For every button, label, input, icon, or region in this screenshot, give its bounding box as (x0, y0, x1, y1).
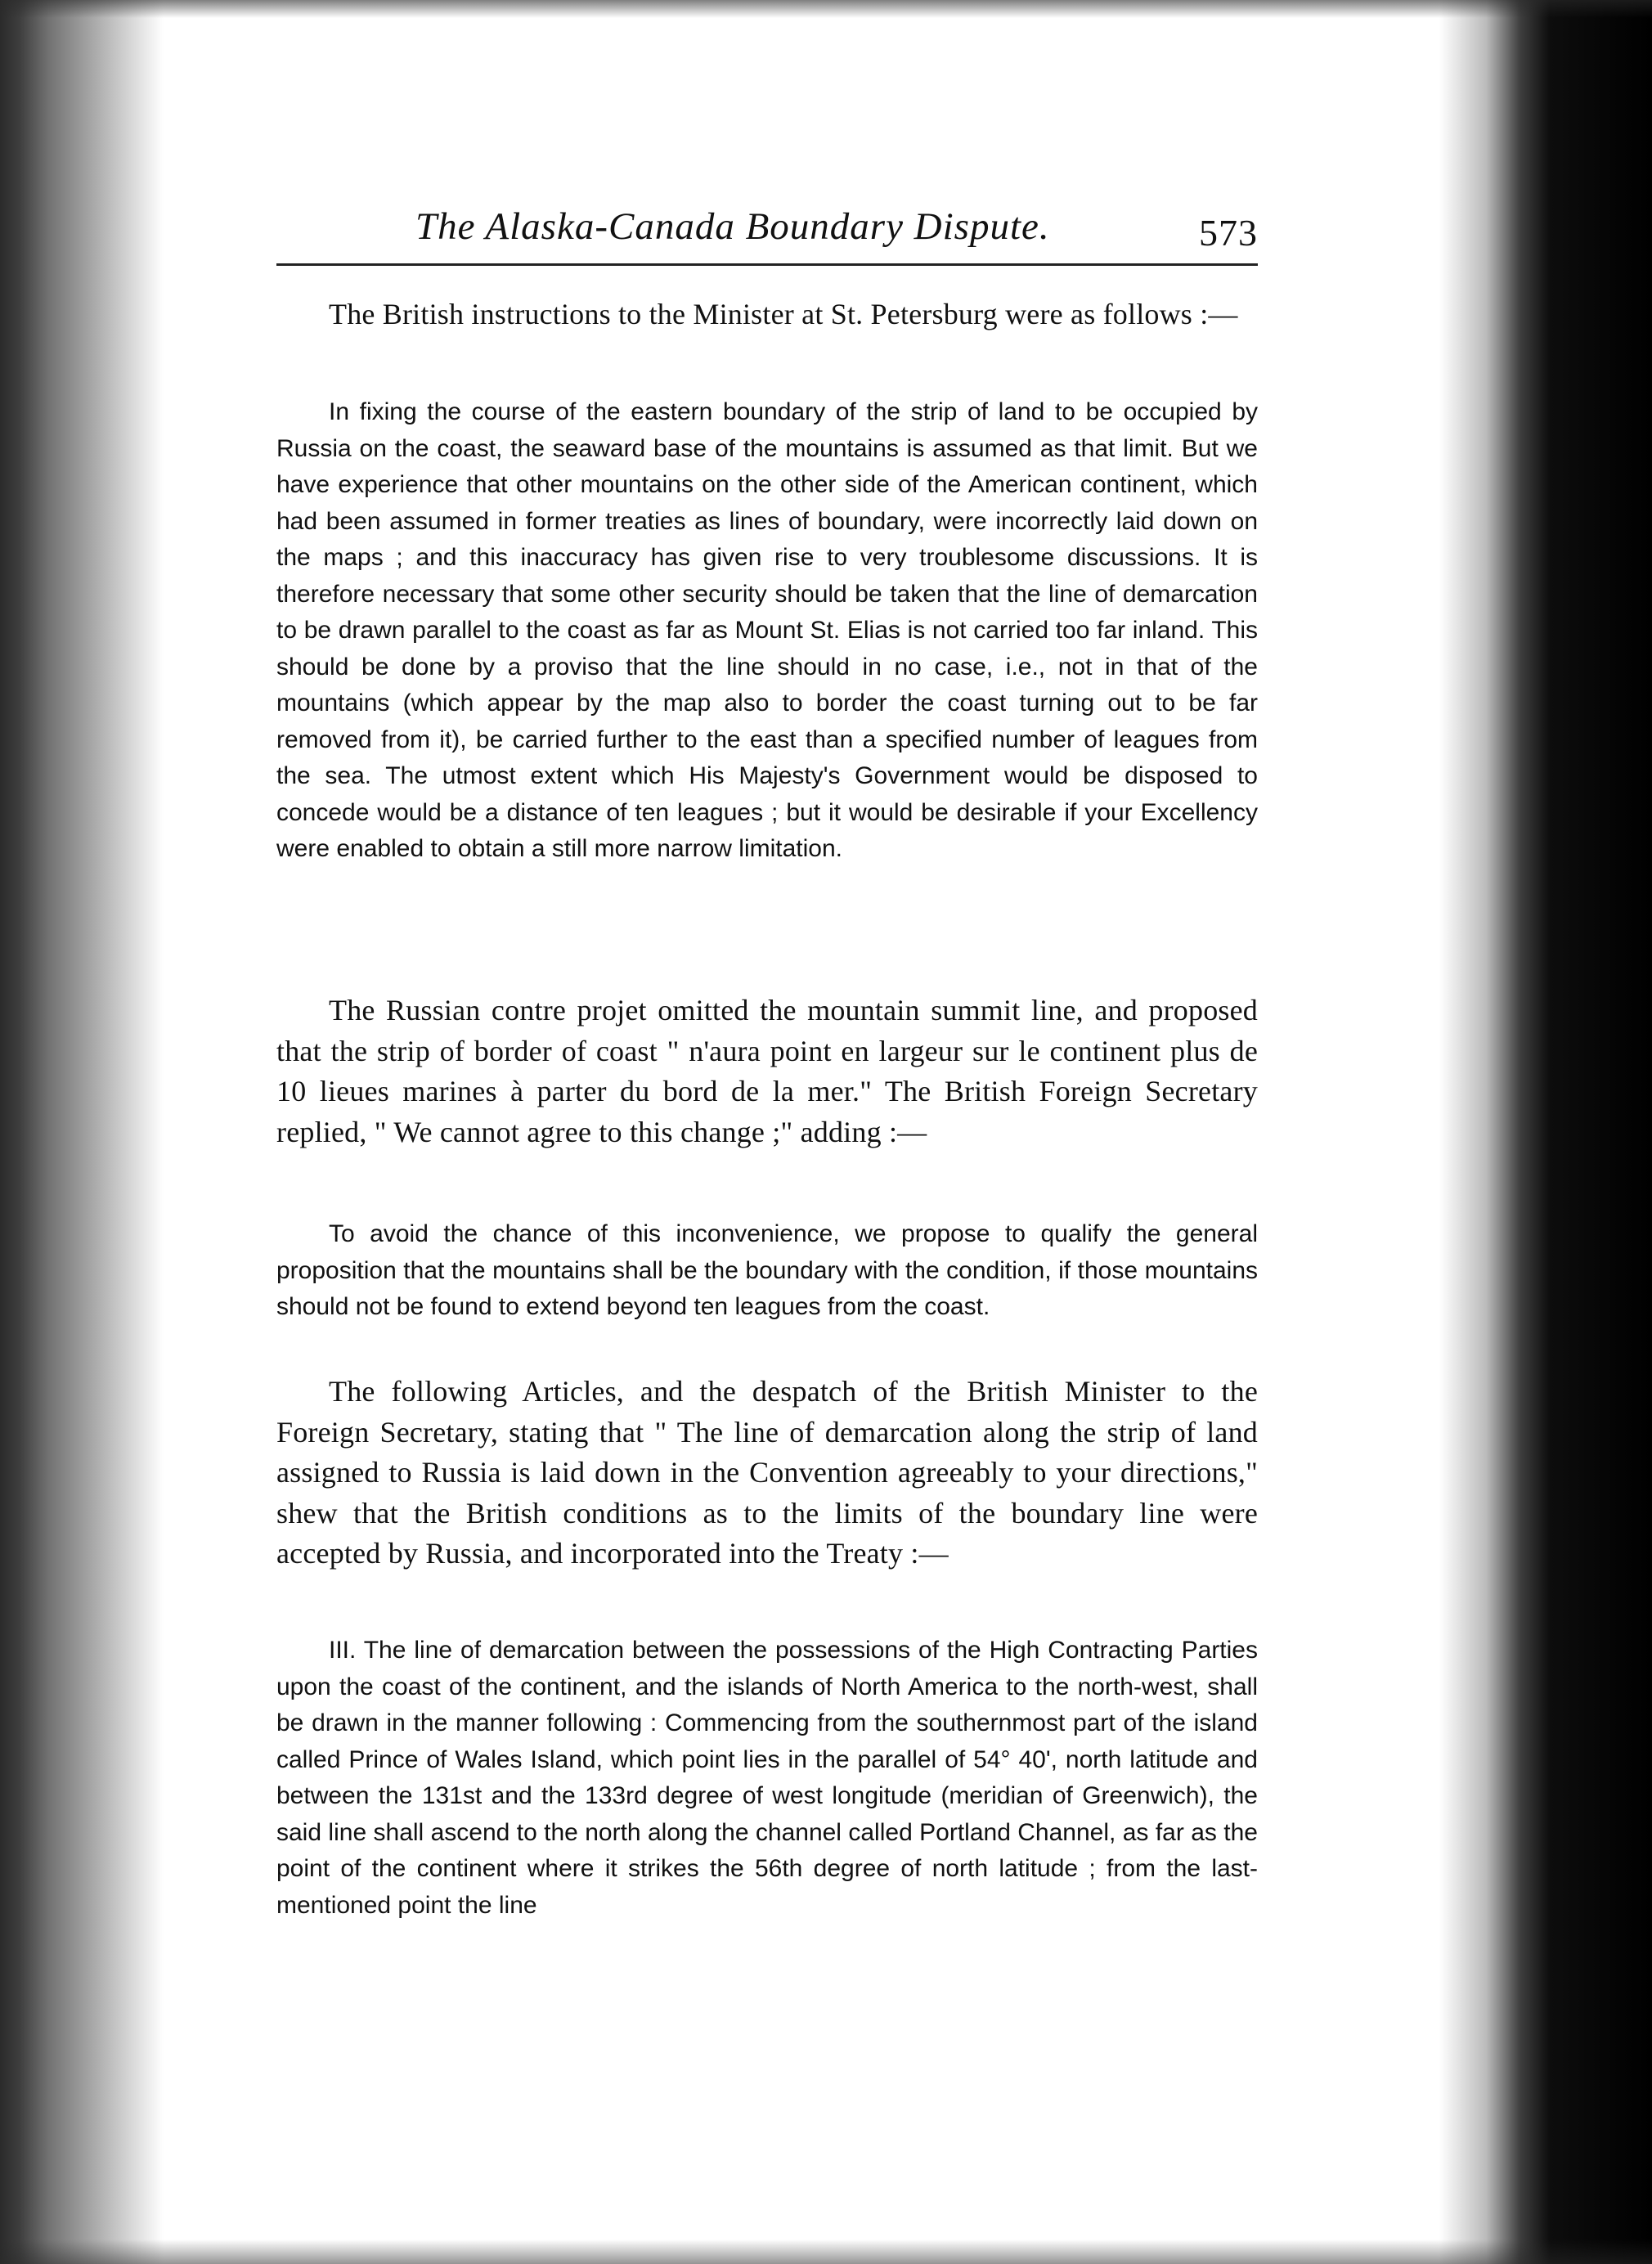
quote-foreign-secretary: To avoid the chance of this inconvenience, we propose to qualify the general proposition that the mountains shall be the boundary with the condition, if those mountains should not be found to extend beyond ten leagues from the coast. (276, 1220, 1258, 1320)
scan-shadow-top (0, 0, 1652, 18)
paragraph-following-articles: The following Articles, and the despatch of the British Minister to the Foreign Secretary, stating that " The line of demarcation along the strip of land assigned to Russia is laid down in the Convention agreeably to your directions," shew that the British conditions as to the limits of the boundary line were accepted by Russia, and incorporated into the Treaty :— (276, 1375, 1258, 1570)
paragraph-russian-contre-projet: The Russian contre projet omitted the mountain summit line, and proposed that the strip of border of coast " n'aura point en largeur sur le continent plus de 10 lieues marines à parter du bord de la mer." The British Foreign Secretary replied, " We cannot agree to this change ;" adding :— (276, 994, 1258, 1148)
page-header (276, 204, 1258, 262)
scan-shadow-bottom (0, 2239, 1652, 2264)
header-rule (276, 263, 1258, 266)
paragraph-intro: The British instructions to the Minister at St. Petersburg were as follows :— (329, 298, 1238, 330)
page-number: 573 (1199, 212, 1258, 254)
quote-british-instructions: In fixing the course of the eastern boundary of the strip of land to be occupied by Russia on the coast, the seaward base of the mountains is assumed as that limit. But we have experience that other mountains on the other side of the American continent, which had been assumed in former treaties as lines of boundary, were incorrectly laid down on the maps ; and this inaccuracy has given rise to very troublesome discussions. It is therefore necessary that some other security should be taken that the line of demarcation to be drawn parallel to the coast as far as Mount St. Elias is not carried too far inland. This should be done by a proviso that the line should in no case, i.e., not in that of the mountains (which appear by the map also to border the coast turning out to be far removed from it), be carried further to the east than a specified number of leagues from the sea. The utmost extent which His Majesty's Government would be disposed to concede would be a distance of ten leagues ; but it would be desirable if your Excellency were enabled to obtain a still more narrow limitation. (276, 398, 1258, 862)
quote-article-three: III. The line of demarcation between the possessions of the High Contracting Parties upon the coast of the continent, and the islands of North America to the north-west, shall be drawn in the manner following : Commencing from the southernmost part of the island called Prince of Wales Island, which point lies in the parallel of 54° 40', north latitude and between the 131st and the 133rd degree of west longitude (meridian of Greenwich), the said line shall ascend to the north along the channel called Portland Channel, as far as the point of the continent where it strikes the 56th degree of north latitude ; from the last-mentioned point the line (276, 1637, 1258, 1919)
scan-shadow-left (0, 0, 164, 2264)
scan-shadow-right (1439, 0, 1652, 2264)
running-title: The Alaska-Canada Boundary Dispute. (415, 205, 1050, 248)
